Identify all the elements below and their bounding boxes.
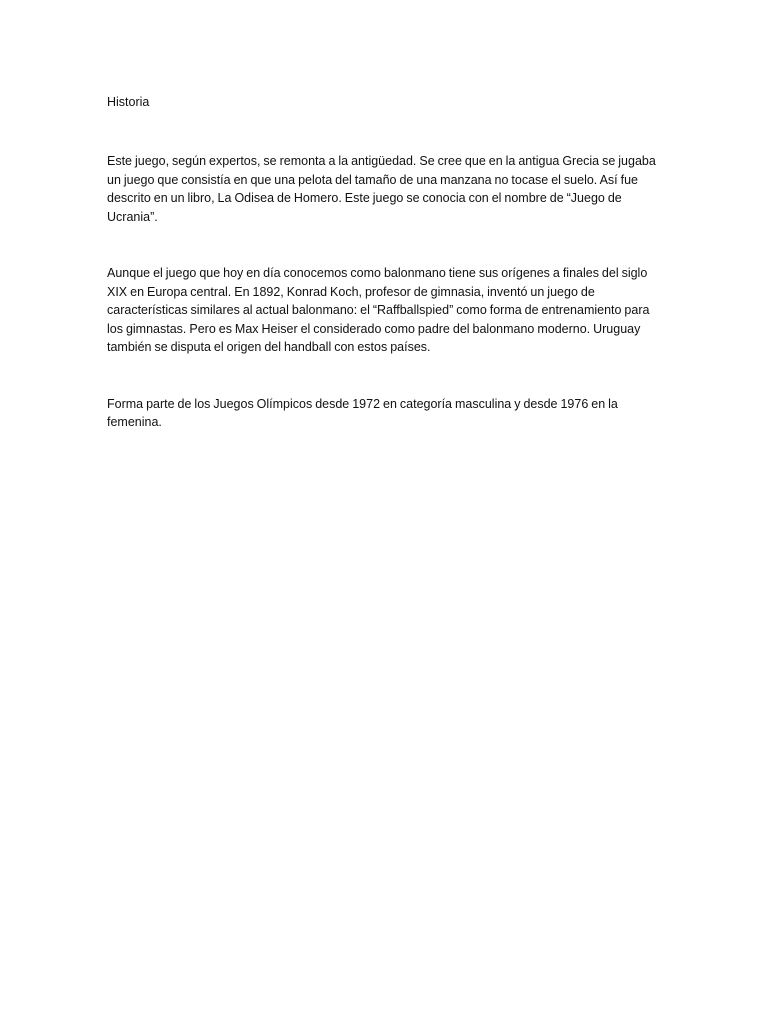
paragraph-modern-history: Aunque el juego que hoy en día conocemos como balonmano tiene sus orígenes a finales del siglo XIX en Europa central. En 1892, Konrad Koch, profesor de gimnasia, inventó un juego de características similares al actual balonmano: el “Raffballspied” como forma de entrenamiento para los gimnastas. Pero es Max Heiser el considerado como padre del balonmano moderno. Uruguay también se disputa el origen del handball con estos países. [107, 266, 650, 354]
paragraph-olympics: Forma parte de los Juegos Olímpicos desde 1972 en categoría masculina y desde 1976 en la femenina. [107, 396, 618, 429]
document-title: Historia [107, 95, 150, 109]
document-body [107, 93, 667, 432]
paragraph-origins: Este juego, según expertos, se remonta a la antigüedad. Se cree que en la antigua Grecia se jugaba un juego que consistía en que una pelota del tamaño de una manzana no tocase el suelo. Así fue descrito en un libro, La Odisea de Homero. Este juego se conocia con el nombre de “Juego de Ucrania”. [107, 154, 656, 224]
